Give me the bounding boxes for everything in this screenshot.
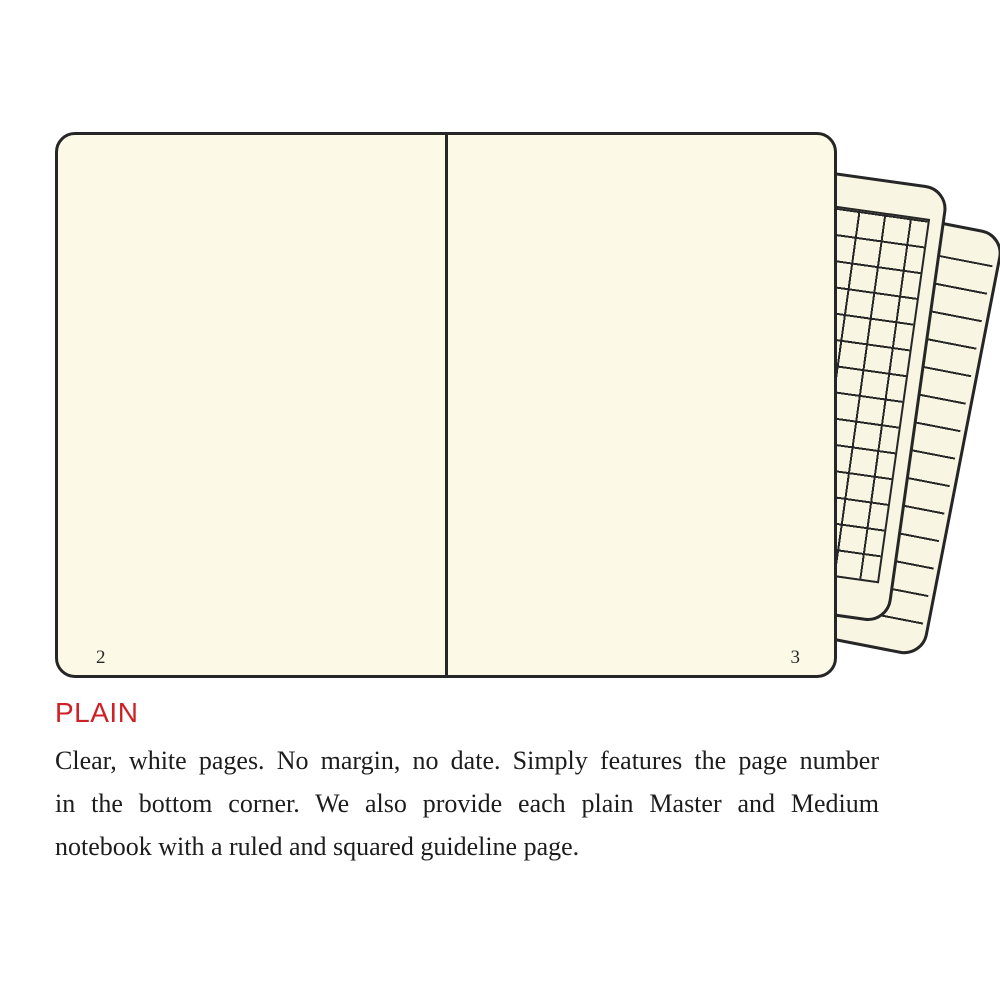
section-description-line: notebook with a ruled and squared guideline page. [55,832,580,861]
open-notebook-spread [55,132,837,678]
page-number-right: 3 [790,647,800,668]
section-description-line: Clear, white pages. No margin, no date. Simply features the page number [55,746,879,775]
spread-center-fold [445,135,448,675]
section-description-line: in the bottom corner. We also provide each plain Master and Medium [55,789,879,818]
caption-block [55,698,879,868]
page-number-left: 2 [96,647,106,668]
section-heading: PLAIN [55,697,139,728]
